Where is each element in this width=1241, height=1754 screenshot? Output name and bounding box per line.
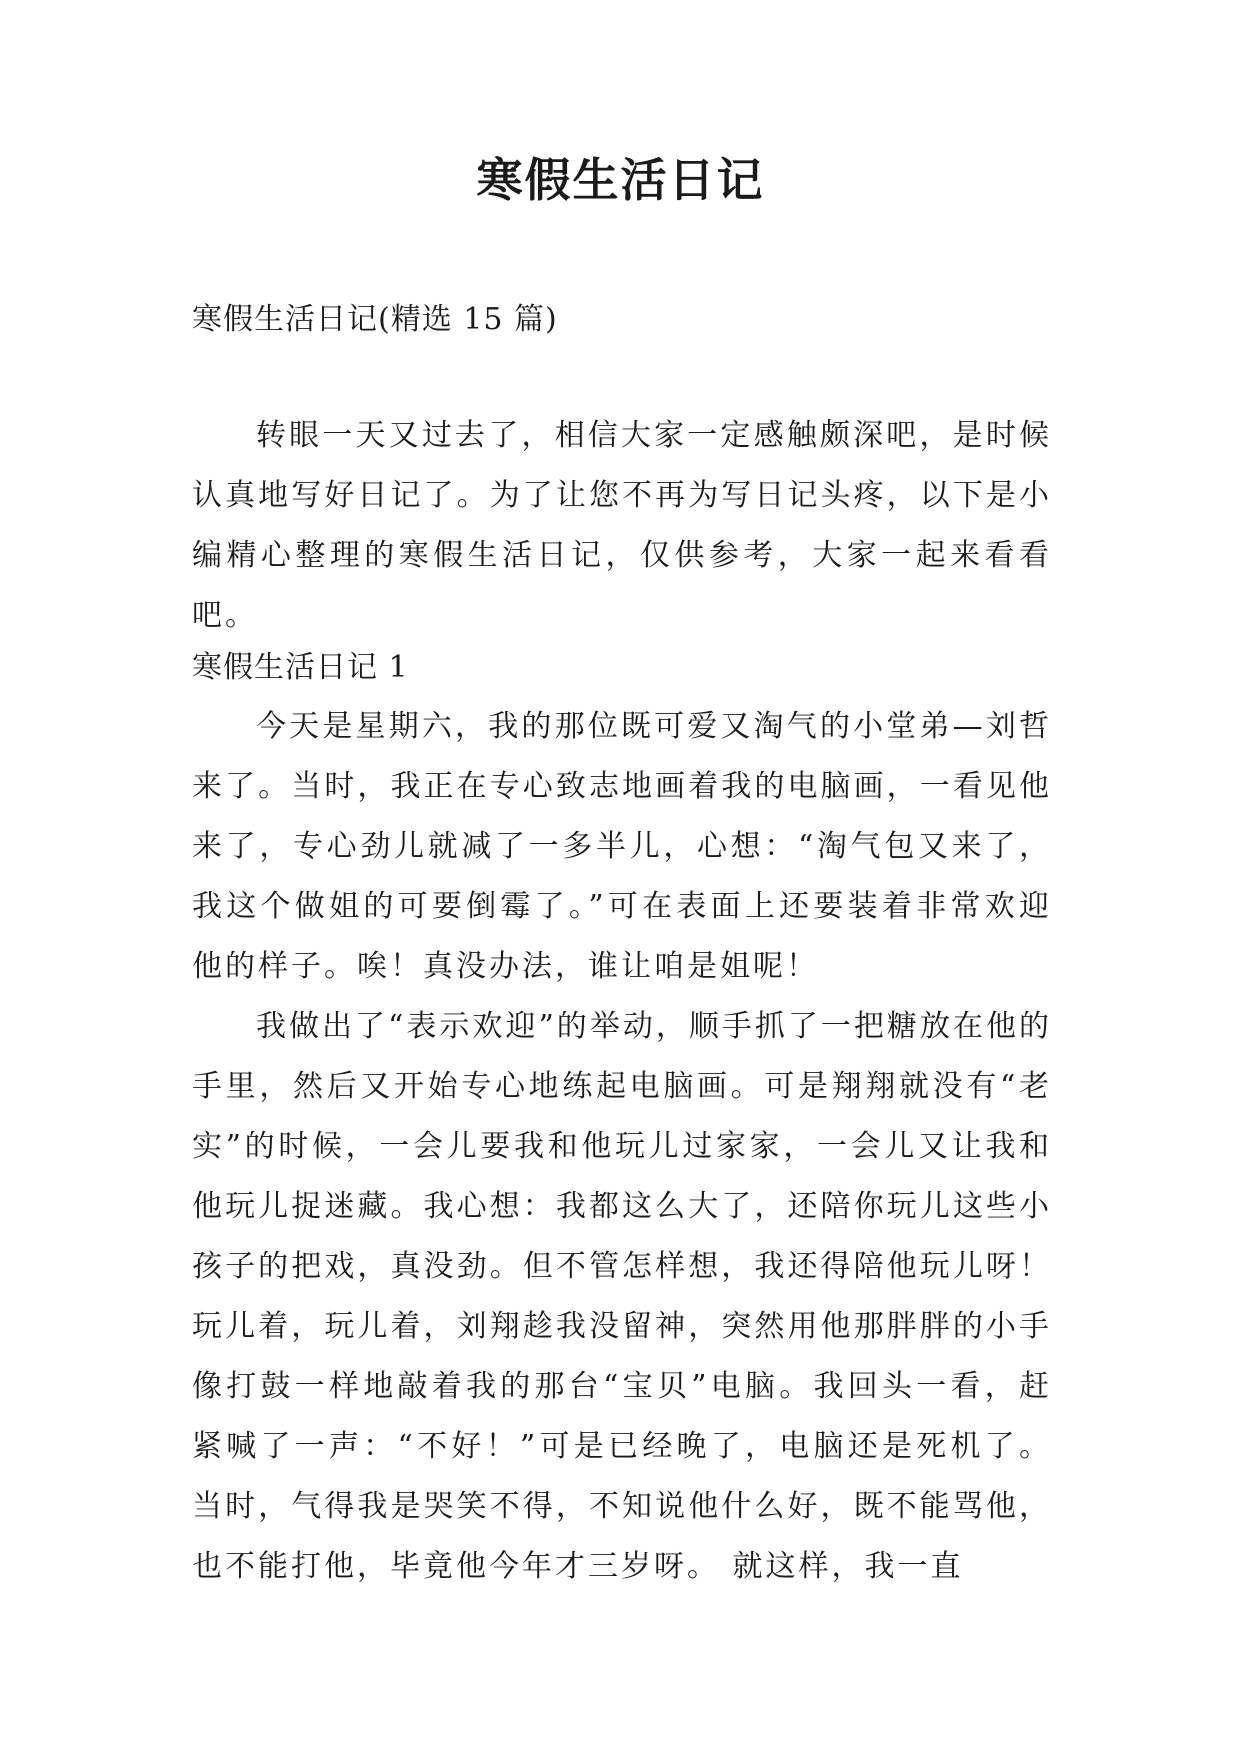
document-subtitle: 寒假生活日记(精选 15 篇) — [192, 302, 558, 337]
diary-paragraph-2: 我做出了“表示欢迎”的举动，顺手抓了一把糖放在他的手里，然后又开始专心地练起电脑画。可是翔翔就没有“老实”的时候，一会儿要我和他玩儿过家家，一会儿又让我和他玩儿捉迷藏。我心想：我都这么大了，还陪你玩儿这些小孩子的把戏，真没劲。但不管怎样想，我还得陪他玩儿呀！ 玩儿着，玩儿着，刘翔趁我没留神，突然用他那胖胖的小手像打鼓一样地敲着我的那台“宝贝”电脑。我回头一看，赶紧喊了一声：“不好！”可是已经晚了，电脑还是死机了。当时，气得我是哭笑不得，不知说他什么好，既不能骂他，也不能打他，毕竟他今年才三岁呀。 就这样，我一直 — [192, 1009, 1052, 1584]
section-heading: 寒假生活日记 1 — [192, 650, 409, 685]
diary-paragraph-1: 今天是星期六，我的那位既可爱又淘气的小堂弟—刘哲来了。当时，我正在专心致志地画着我的电脑画，一看见他来了，专心劲儿就减了一多半儿，心想：“淘气包又来了，我这个做姐的可要倒霉了。”可在表面上还要装着非常欢迎他的样子。唉！真没办法，谁让咱是姐呢！ — [192, 709, 1052, 984]
diary-content — [192, 697, 1052, 1597]
intro-paragraph: 转眼一天又过去了，相信大家一定感触颇深吧，是时候认真地写好日记了。为了让您不再为写日记头疼，以下是小编精心整理的寒假生活日记，仅供参考，大家一起来看看吧。 — [192, 418, 1052, 633]
document-title: 寒假生活日记 — [476, 153, 765, 207]
